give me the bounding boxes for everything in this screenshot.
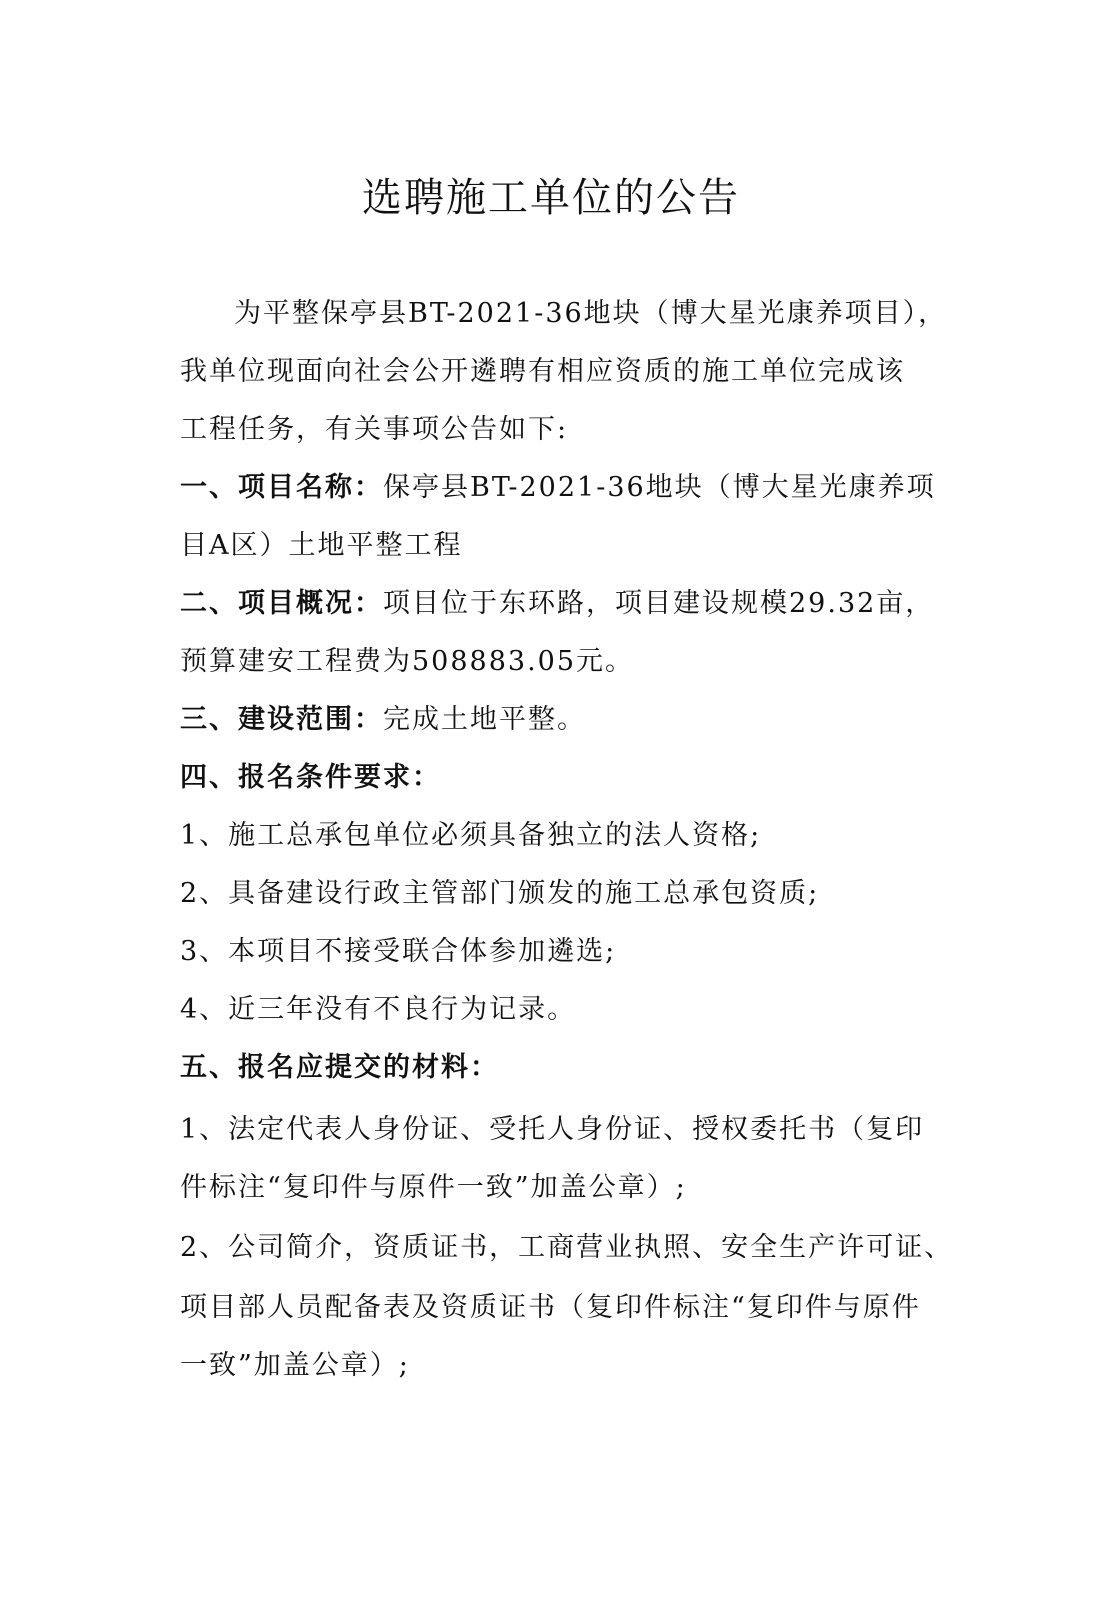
section-1-heading: 一、项目名称： [180,472,383,503]
section-1-line-2: 目A区）土地平整工程 [180,530,463,561]
section-1-text: 保亭县BT-2021-36地块（博大星光康养项 [383,472,936,503]
section-2-line-1 [180,584,934,624]
section-3-heading: 三、建设范围： [180,704,383,735]
section-4-item-4: 4、近三年没有不良行为记录。 [180,994,577,1025]
section-2-line-2: 预算建安工程费为508883.05元。 [180,646,635,677]
intro-line-2: 我单位现面向社会公开遴聘有相应资质的施工单位完成该 [180,356,905,387]
section-5-line-5: 一致”加盖公章）; [180,1350,410,1381]
section-5-line-2: 件标注“复印件与原件一致”加盖公章）; [180,1172,687,1203]
section-5-line-4: 项目部人员配备表及资质证书（复印件标注“复印件与原件 [180,1292,921,1323]
section-1-line-1 [180,468,936,508]
section-2-heading: 二、项目概况： [180,588,383,619]
section-3-line [180,700,586,740]
section-2-text: 项目位于东环路，项目建设规模29.32亩， [383,588,935,619]
section-4-item-1: 1、施工总承包单位必须具备独立的法人资格; [180,820,762,851]
section-4-heading: 四、报名条件要求： [180,762,441,793]
section-4-item-2: 2、具备建设行政主管部门颁发的施工总承包资质; [180,878,820,909]
document-title: 选聘施工单位的公告 [362,175,740,221]
intro-line-1: 为平整保亭县BT-2021-36地块（博大星光康养项目）， [234,298,948,329]
section-3-text: 完成土地平整。 [383,704,586,735]
intro-line-3: 工程任务，有关事项公告如下: [180,414,569,445]
section-5-line-3: 2、公司简介，资质证书，工商营业执照、安全生产许可证、 [180,1232,954,1263]
section-4-item-3: 3、本项目不接受联合体参加遴选; [180,936,617,967]
section-5-line-1: 1、法定代表人身份证、受托人身份证、授权委托书（复印 [180,1114,925,1145]
section-5-heading: 五、报名应提交的材料： [180,1052,499,1083]
